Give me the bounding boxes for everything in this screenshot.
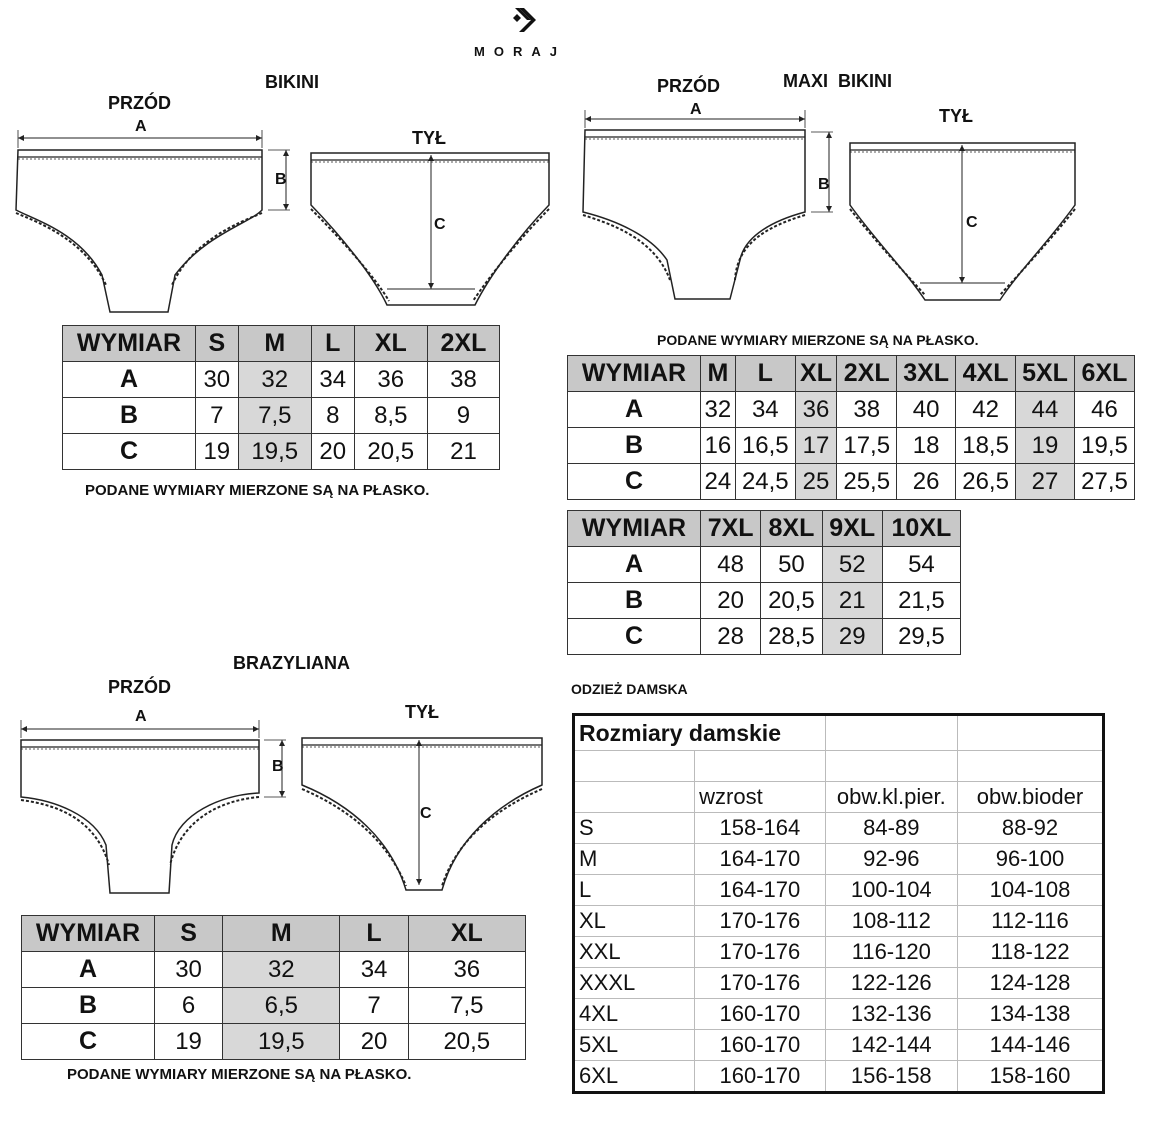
womens-hips: 104-108 xyxy=(958,875,1104,906)
bikini-cell: 7,5 xyxy=(238,398,311,434)
maxi-cell: 19 xyxy=(1016,428,1075,464)
brazyliana-dim-b: B xyxy=(272,758,284,775)
womens-size: M xyxy=(574,844,695,875)
brazyliana-cell: 19,5 xyxy=(223,1024,340,1060)
maxi-cell: 24 xyxy=(701,464,736,500)
womens-section-label: ODZIEŻ DAMSKA xyxy=(571,681,688,697)
maxi-row-a-label: A xyxy=(568,392,701,428)
maxi-cell: 40 xyxy=(897,392,956,428)
maxi-cell: 38 xyxy=(837,392,897,428)
maxi2-header: 8XL xyxy=(761,511,822,547)
brazyliana-dim-c: C xyxy=(420,805,432,822)
maxi-cell: 26 xyxy=(897,464,956,500)
bikini-size-table xyxy=(62,325,500,470)
bikini-dim-b: B xyxy=(275,171,287,188)
maxi-cell: 17 xyxy=(795,428,836,464)
maxi-header: XL xyxy=(795,356,836,392)
womens-header-hips: obw.bioder xyxy=(958,782,1104,813)
womens-hips: 118-122 xyxy=(958,937,1104,968)
maxi-front-label: PRZÓD xyxy=(657,76,720,96)
womens-title: Rozmiary damskie xyxy=(574,715,826,751)
brazyliana-back-label: TYŁ xyxy=(405,702,439,722)
brazyliana-header-wymiar: WYMIAR xyxy=(22,916,155,952)
brazyliana-note: PODANE WYMIARY MIERZONE SĄ NA PŁASKO. xyxy=(67,1066,412,1083)
bikini-cell: 19,5 xyxy=(238,434,311,470)
womens-height: 170-176 xyxy=(695,937,825,968)
womens-size: 4XL xyxy=(574,999,695,1030)
maxi-cell: 25,5 xyxy=(837,464,897,500)
brazyliana-front-label: PRZÓD xyxy=(108,677,171,697)
maxi2-header: 7XL xyxy=(701,511,761,547)
womens-height: 170-176 xyxy=(695,968,825,999)
womens-size: XXXL xyxy=(574,968,695,999)
maxi2-cell: 20 xyxy=(701,583,761,619)
bikini-cell: 36 xyxy=(354,362,427,398)
bikini-header-2xl: 2XL xyxy=(427,326,499,362)
maxi-row-b-label: B xyxy=(568,428,701,464)
maxi2-row-a-label: A xyxy=(568,547,701,583)
brazyliana-dim-a: A xyxy=(135,708,147,725)
maxi2-cell: 50 xyxy=(761,547,822,583)
womens-height: 164-170 xyxy=(695,875,825,906)
maxi2-cell: 48 xyxy=(701,547,761,583)
brazyliana-header: S xyxy=(155,916,223,952)
womens-header-height: wzrost xyxy=(695,782,825,813)
brazyliana-cell: 20 xyxy=(340,1024,408,1060)
maxi-cell: 32 xyxy=(701,392,736,428)
maxi2-cell: 20,5 xyxy=(761,583,822,619)
maxi-header: M xyxy=(701,356,736,392)
maxi-cell: 16 xyxy=(701,428,736,464)
maxi-header: 5XL xyxy=(1016,356,1075,392)
maxi-row-c-label: C xyxy=(568,464,701,500)
maxi-cell: 18 xyxy=(897,428,956,464)
maxi-back-label: TYŁ xyxy=(939,106,973,126)
womens-height: 160-170 xyxy=(695,1061,825,1093)
bikini-header-wymiar: WYMIAR xyxy=(63,326,196,362)
womens-chest: 108-112 xyxy=(825,906,957,937)
womens-chest: 100-104 xyxy=(825,875,957,906)
womens-chest: 122-126 xyxy=(825,968,957,999)
maxi2-row-c-label: C xyxy=(568,619,701,655)
maxi2-row-b-label: B xyxy=(568,583,701,619)
womens-chest: 84-89 xyxy=(825,813,957,844)
maxi2-header: 10XL xyxy=(882,511,960,547)
maxi-header: 6XL xyxy=(1074,356,1134,392)
maxi-size-table-1 xyxy=(567,355,1135,500)
maxi2-header-wymiar: WYMIAR xyxy=(568,511,701,547)
bikini-cell: 8,5 xyxy=(354,398,427,434)
womens-hips: 88-92 xyxy=(958,813,1104,844)
bikini-row-b-label: B xyxy=(63,398,196,434)
bikini-dim-a: A xyxy=(135,118,147,135)
maxi2-cell: 28 xyxy=(701,619,761,655)
womens-chest: 156-158 xyxy=(825,1061,957,1093)
bikini-cell: 19 xyxy=(196,434,239,470)
brazyliana-cell: 6,5 xyxy=(223,988,340,1024)
brazyliana-cell: 32 xyxy=(223,952,340,988)
brazyliana-front-drawing xyxy=(14,705,304,900)
womens-chest: 142-144 xyxy=(825,1030,957,1061)
brazyliana-header: L xyxy=(340,916,408,952)
bikini-cell: 20 xyxy=(311,434,354,470)
womens-hips: 124-128 xyxy=(958,968,1104,999)
bikini-dim-c: C xyxy=(434,216,446,233)
womens-height: 158-164 xyxy=(695,813,825,844)
bikini-cell: 9 xyxy=(427,398,499,434)
womens-size: 6XL xyxy=(574,1061,695,1093)
maxi-header-wymiar: WYMIAR xyxy=(568,356,701,392)
maxi-cell: 44 xyxy=(1016,392,1075,428)
maxi-dim-b: B xyxy=(818,176,830,193)
womens-height: 160-170 xyxy=(695,999,825,1030)
bikini-row-a-label: A xyxy=(63,362,196,398)
maxi2-cell: 21,5 xyxy=(882,583,960,619)
brazyliana-cell: 7,5 xyxy=(408,988,525,1024)
womens-hips: 144-146 xyxy=(958,1030,1104,1061)
bikini-cell: 21 xyxy=(427,434,499,470)
brazyliana-row-c-label: C xyxy=(22,1024,155,1060)
maxi-header: L xyxy=(735,356,795,392)
maxi-cell: 27 xyxy=(1016,464,1075,500)
maxi2-cell: 28,5 xyxy=(761,619,822,655)
maxi-header: 4XL xyxy=(956,356,1016,392)
bikini-front-label: PRZÓD xyxy=(108,93,171,113)
bikini-cell: 32 xyxy=(238,362,311,398)
maxi-cell: 34 xyxy=(735,392,795,428)
womens-chest: 132-136 xyxy=(825,999,957,1030)
brazyliana-cell: 34 xyxy=(340,952,408,988)
womens-size: L xyxy=(574,875,695,906)
maxi-cell: 27,5 xyxy=(1074,464,1134,500)
maxi-cell: 16,5 xyxy=(735,428,795,464)
brazyliana-row-b-label: B xyxy=(22,988,155,1024)
brazyliana-header: XL xyxy=(408,916,525,952)
maxi-cell: 46 xyxy=(1074,392,1134,428)
brazyliana-row-a-label: A xyxy=(22,952,155,988)
bikini-note: PODANE WYMIARY MIERZONE SĄ NA PŁASKO. xyxy=(85,482,430,499)
bikini-cell: 7 xyxy=(196,398,239,434)
womens-hips: 112-116 xyxy=(958,906,1104,937)
brazyliana-cell: 6 xyxy=(155,988,223,1024)
brazyliana-title: BRAZYLIANA xyxy=(233,653,350,673)
brazyliana-cell: 7 xyxy=(340,988,408,1024)
maxi-title: MAXI BIKINI xyxy=(783,71,893,91)
maxi2-cell: 52 xyxy=(822,547,882,583)
maxi-dim-c: C xyxy=(966,214,978,231)
brazyliana-cell: 19 xyxy=(155,1024,223,1060)
maxi2-cell: 54 xyxy=(882,547,960,583)
brazyliana-header: M xyxy=(223,916,340,952)
bikini-header-xl: XL xyxy=(354,326,427,362)
womens-height: 164-170 xyxy=(695,844,825,875)
bikini-header-s: S xyxy=(196,326,239,362)
bikini-back-drawing xyxy=(305,145,560,315)
womens-chest: 92-96 xyxy=(825,844,957,875)
bikini-cell: 20,5 xyxy=(354,434,427,470)
womens-chest: 116-120 xyxy=(825,937,957,968)
womens-height: 170-176 xyxy=(695,906,825,937)
maxi-cell: 24,5 xyxy=(735,464,795,500)
maxi-cell: 17,5 xyxy=(837,428,897,464)
maxi2-header: 9XL xyxy=(822,511,882,547)
maxi-back-drawing xyxy=(845,135,1085,305)
maxi2-cell: 21 xyxy=(822,583,882,619)
brazyliana-cell: 20,5 xyxy=(408,1024,525,1060)
womens-hips: 96-100 xyxy=(958,844,1104,875)
maxi-cell: 19,5 xyxy=(1074,428,1134,464)
brand-name: MORAJ xyxy=(474,44,566,59)
maxi-cell: 18,5 xyxy=(956,428,1016,464)
womens-size: XXL xyxy=(574,937,695,968)
womens-hips: 158-160 xyxy=(958,1061,1104,1093)
womens-height: 160-170 xyxy=(695,1030,825,1061)
brazyliana-cell: 36 xyxy=(408,952,525,988)
womens-size-table xyxy=(572,713,1105,1094)
womens-size: 5XL xyxy=(574,1030,695,1061)
bikini-cell: 8 xyxy=(311,398,354,434)
bikini-back-label: TYŁ xyxy=(412,128,446,148)
maxi-dim-a: A xyxy=(690,101,702,118)
maxi-note: PODANE WYMIARY MIERZONE SĄ NA PŁASKO. xyxy=(657,332,979,348)
maxi-front-drawing xyxy=(575,100,845,305)
bikini-cell: 34 xyxy=(311,362,354,398)
maxi-cell: 26,5 xyxy=(956,464,1016,500)
maxi-header: 2XL xyxy=(837,356,897,392)
maxi-cell: 36 xyxy=(795,392,836,428)
bikini-front-drawing xyxy=(10,115,310,320)
bikini-header-l: L xyxy=(311,326,354,362)
maxi-cell: 25 xyxy=(795,464,836,500)
bikini-cell: 30 xyxy=(196,362,239,398)
maxi-cell: 42 xyxy=(956,392,1016,428)
maxi-header: 3XL xyxy=(897,356,956,392)
womens-header-chest: obw.kl.pier. xyxy=(825,782,957,813)
maxi-size-table-2 xyxy=(567,510,961,655)
brazyliana-cell: 30 xyxy=(155,952,223,988)
maxi2-cell: 29,5 xyxy=(882,619,960,655)
moraj-logo-icon xyxy=(505,5,539,35)
bikini-header-m: M xyxy=(238,326,311,362)
bikini-row-c-label: C xyxy=(63,434,196,470)
womens-size: XL xyxy=(574,906,695,937)
brazyliana-size-table xyxy=(21,915,526,1060)
bikini-cell: 38 xyxy=(427,362,499,398)
womens-hips: 134-138 xyxy=(958,999,1104,1030)
maxi2-cell: 29 xyxy=(822,619,882,655)
bikini-title: BIKINI xyxy=(265,72,319,92)
womens-size: S xyxy=(574,813,695,844)
